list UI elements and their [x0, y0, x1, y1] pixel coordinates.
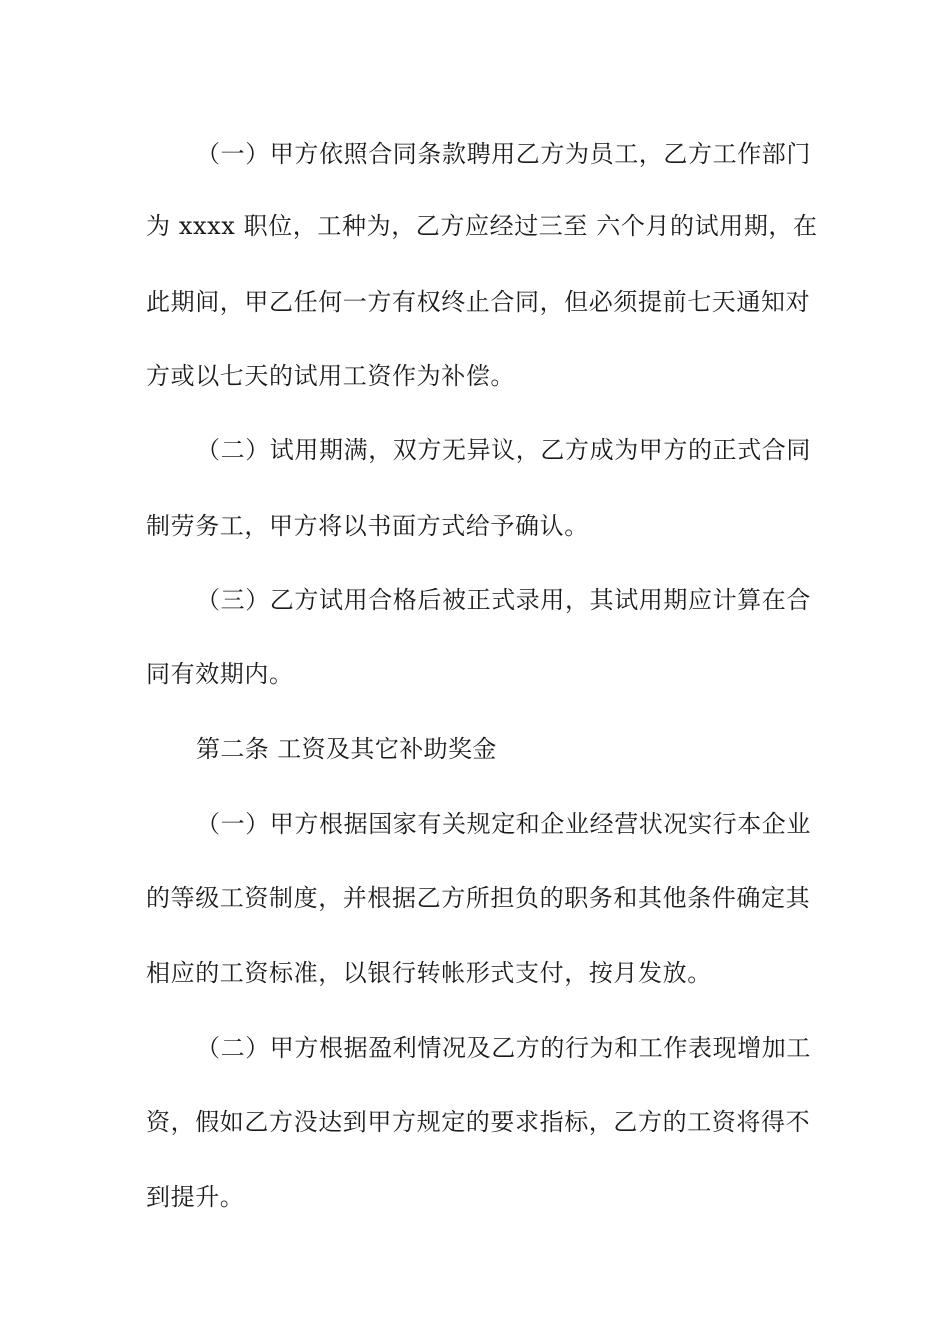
paragraph-line: 相应的工资标准，以银行转帐形式支付，按月发放。 — [146, 959, 712, 987]
paragraph-line: （一）甲方根据国家有关规定和企业经营状况实行本企业 — [196, 810, 811, 838]
paragraph-line: 为 xxxx 职位，工种为，乙方应经过三至 六个月的试用期，在 — [146, 212, 818, 240]
paragraph-line: 到提升。 — [146, 1183, 245, 1211]
paragraph-line: 同有效期内。 — [146, 660, 294, 688]
paragraph-line: 制劳务工，甲方将以书面方式给予确认。 — [146, 512, 589, 540]
paragraph-line: （二）甲方根据盈利情况及乙方的行为和工作表现增加工 — [196, 1034, 811, 1062]
paragraph-line: 方或以七天的试用工资作为补偿。 — [146, 362, 515, 390]
paragraph-line: 此期间，甲乙任何一方有权终止合同，但必须提前七天通知对 — [146, 288, 811, 316]
paragraph-line: （一）甲方依照合同条款聘用乙方为员工，乙方工作部门 — [196, 140, 811, 168]
paragraph-line: （二）试用期满，双方无异议，乙方成为甲方的正式合同 — [196, 436, 811, 464]
article-heading: 第二条 工资及其它补助奖金 — [196, 735, 497, 763]
paragraph-line: 资，假如乙方没达到甲方规定的要求指标，乙方的工资将得不 — [146, 1108, 811, 1136]
paragraph-line: （三）乙方试用合格后被正式录用，其试用期应计算在合 — [196, 586, 811, 614]
paragraph-line: 的等级工资制度，并根据乙方所担负的职务和其他条件确定其 — [146, 884, 811, 912]
